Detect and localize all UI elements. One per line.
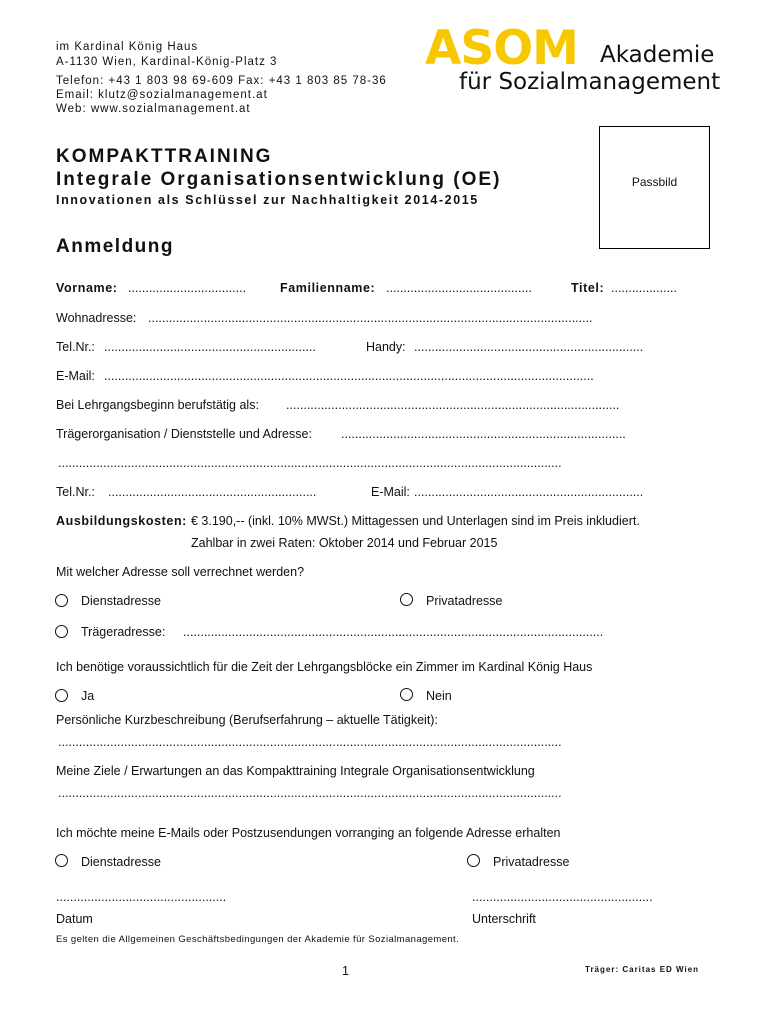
radio-post-dienstadresse[interactable] xyxy=(55,854,68,867)
title-kompakttraining: KOMPAKTTRAINING xyxy=(56,146,273,167)
address-line-2: A-1130 Wien, Kardinal-König-Platz 3 xyxy=(56,56,278,68)
zimmer-question: Ich benötige voraussichtlich für die Zeit der Lehrgangsblöcke ein Zimmer im Kardinal König Haus xyxy=(56,660,593,674)
handy-field[interactable]: .................................................................. xyxy=(414,340,644,354)
titel-field[interactable]: ................... xyxy=(611,281,677,295)
telnr2-label: Tel.Nr.: xyxy=(56,485,95,499)
option-nein-label: Nein xyxy=(426,689,452,703)
email2-label: E-Mail: xyxy=(371,485,410,499)
unterschrift-label: Unterschrift xyxy=(472,912,536,926)
telnr-label: Tel.Nr.: xyxy=(56,340,95,354)
option-dienstadresse-label: Dienstadresse xyxy=(81,594,161,608)
familienname-label: Familienname: xyxy=(280,281,376,295)
familienname-field[interactable]: .......................................... xyxy=(386,281,532,295)
beruf-label: Bei Lehrgangsbeginn berufstätig als: xyxy=(56,398,259,412)
email2-field[interactable]: .................................................................. xyxy=(414,485,644,499)
option-ja-label: Ja xyxy=(81,689,95,703)
telnr2-field[interactable]: ............................................................ xyxy=(108,485,317,499)
kosten-text: € 3.190,-- (inkl. 10% MWSt.) Mittagessen und Unterlagen sind im Preis inkludiert. xyxy=(191,514,640,528)
logo-sozialmanagement: für Sozialmanagement xyxy=(459,69,721,95)
wohnadresse-field[interactable]: ................................................................................................................................ xyxy=(148,311,593,325)
kosten-label: Ausbildungskosten: xyxy=(56,514,187,528)
logo-brand: ASOM xyxy=(425,21,578,76)
radio-ja[interactable] xyxy=(55,689,68,702)
ziele-field[interactable]: ................................................................................................................................................. xyxy=(58,786,562,800)
traeger-footer: Träger: Caritas ED Wien xyxy=(585,965,700,974)
telnr-field[interactable]: ............................................................. xyxy=(104,340,316,354)
kurzbeschreibung-label: Persönliche Kurzbeschreibung (Berufserfahrung – aktuelle Tätigkeit): xyxy=(56,713,438,727)
agb-note: Es gelten die Allgemeinen Geschäftsbedingungen der Akademie für Sozialmanagement. xyxy=(56,934,460,945)
radio-dienstadresse[interactable] xyxy=(55,594,68,607)
radio-post-privatadresse[interactable] xyxy=(467,854,480,867)
post-option-privat-label: Privatadresse xyxy=(493,855,570,869)
passport-photo-box[interactable] xyxy=(599,126,710,249)
datum-label: Datum xyxy=(56,912,93,926)
logo-akademie: Akademie xyxy=(600,42,715,68)
kurzbeschreibung-field[interactable]: ................................................................................................................................................. xyxy=(58,735,562,749)
radio-nein[interactable] xyxy=(400,688,413,701)
option-privatadresse-label: Privatadresse xyxy=(426,594,503,608)
radio-privatadresse[interactable] xyxy=(400,593,413,606)
radio-traegeradresse[interactable] xyxy=(55,625,68,638)
beruf-field[interactable]: ................................................................................................ xyxy=(286,398,620,412)
wohnadresse-label: Wohnadresse: xyxy=(56,311,137,325)
passport-photo-label: Passbild xyxy=(631,175,678,189)
handy-label: Handy: xyxy=(366,340,406,354)
post-question: Ich möchte meine E-Mails oder Postzusendungen vorranging an folgende Adresse erhalten xyxy=(56,826,561,840)
titel-label: Titel: xyxy=(571,281,605,295)
contact-web: Web: www.sozialmanagement.at xyxy=(56,103,251,115)
form-heading: Anmeldung xyxy=(56,236,174,257)
contact-email: Email: klutz@sozialmanagement.at xyxy=(56,89,268,101)
email-field[interactable]: ............................................................................................................................................. xyxy=(104,369,594,383)
traeger-field[interactable]: .................................................................................. xyxy=(341,427,626,441)
traeger-label: Trägerorganisation / Dienststelle und Adresse: xyxy=(56,427,312,441)
traegeradresse-field[interactable]: ......................................................................................................................... xyxy=(183,625,604,639)
rechnung-question: Mit welcher Adresse soll verrechnet werden? xyxy=(56,565,305,579)
option-traegeradresse-label: Trägeradresse: xyxy=(81,625,166,639)
vorname-label: Vorname: xyxy=(56,281,118,295)
datum-field[interactable]: ................................................. xyxy=(56,890,227,904)
email-label: E-Mail: xyxy=(56,369,95,383)
contact-phone-fax: Telefon: +43 1 803 98 69-609 Fax: +43 1 803 85 78-36 xyxy=(56,75,387,87)
traeger-field-line2[interactable]: ................................................................................................................................................. xyxy=(58,456,562,470)
post-option-dienst-label: Dienstadresse xyxy=(81,855,161,869)
page-number: 1 xyxy=(342,964,349,978)
title-subtitle: Innovationen als Schlüssel zur Nachhaltigkeit 2014-2015 xyxy=(56,193,479,207)
title-course: Integrale Organisationsentwicklung (OE) xyxy=(56,169,502,190)
address-line-1: im Kardinal König Haus xyxy=(56,41,199,53)
unterschrift-field[interactable]: .................................................... xyxy=(472,890,653,904)
ziele-label: Meine Ziele / Erwartungen an das Kompakttraining Integrale Organisationsentwicklung xyxy=(56,764,535,778)
zahlbar-text: Zahlbar in zwei Raten: Oktober 2014 und Februar 2015 xyxy=(191,536,498,550)
vorname-field[interactable]: .................................. xyxy=(128,281,247,295)
